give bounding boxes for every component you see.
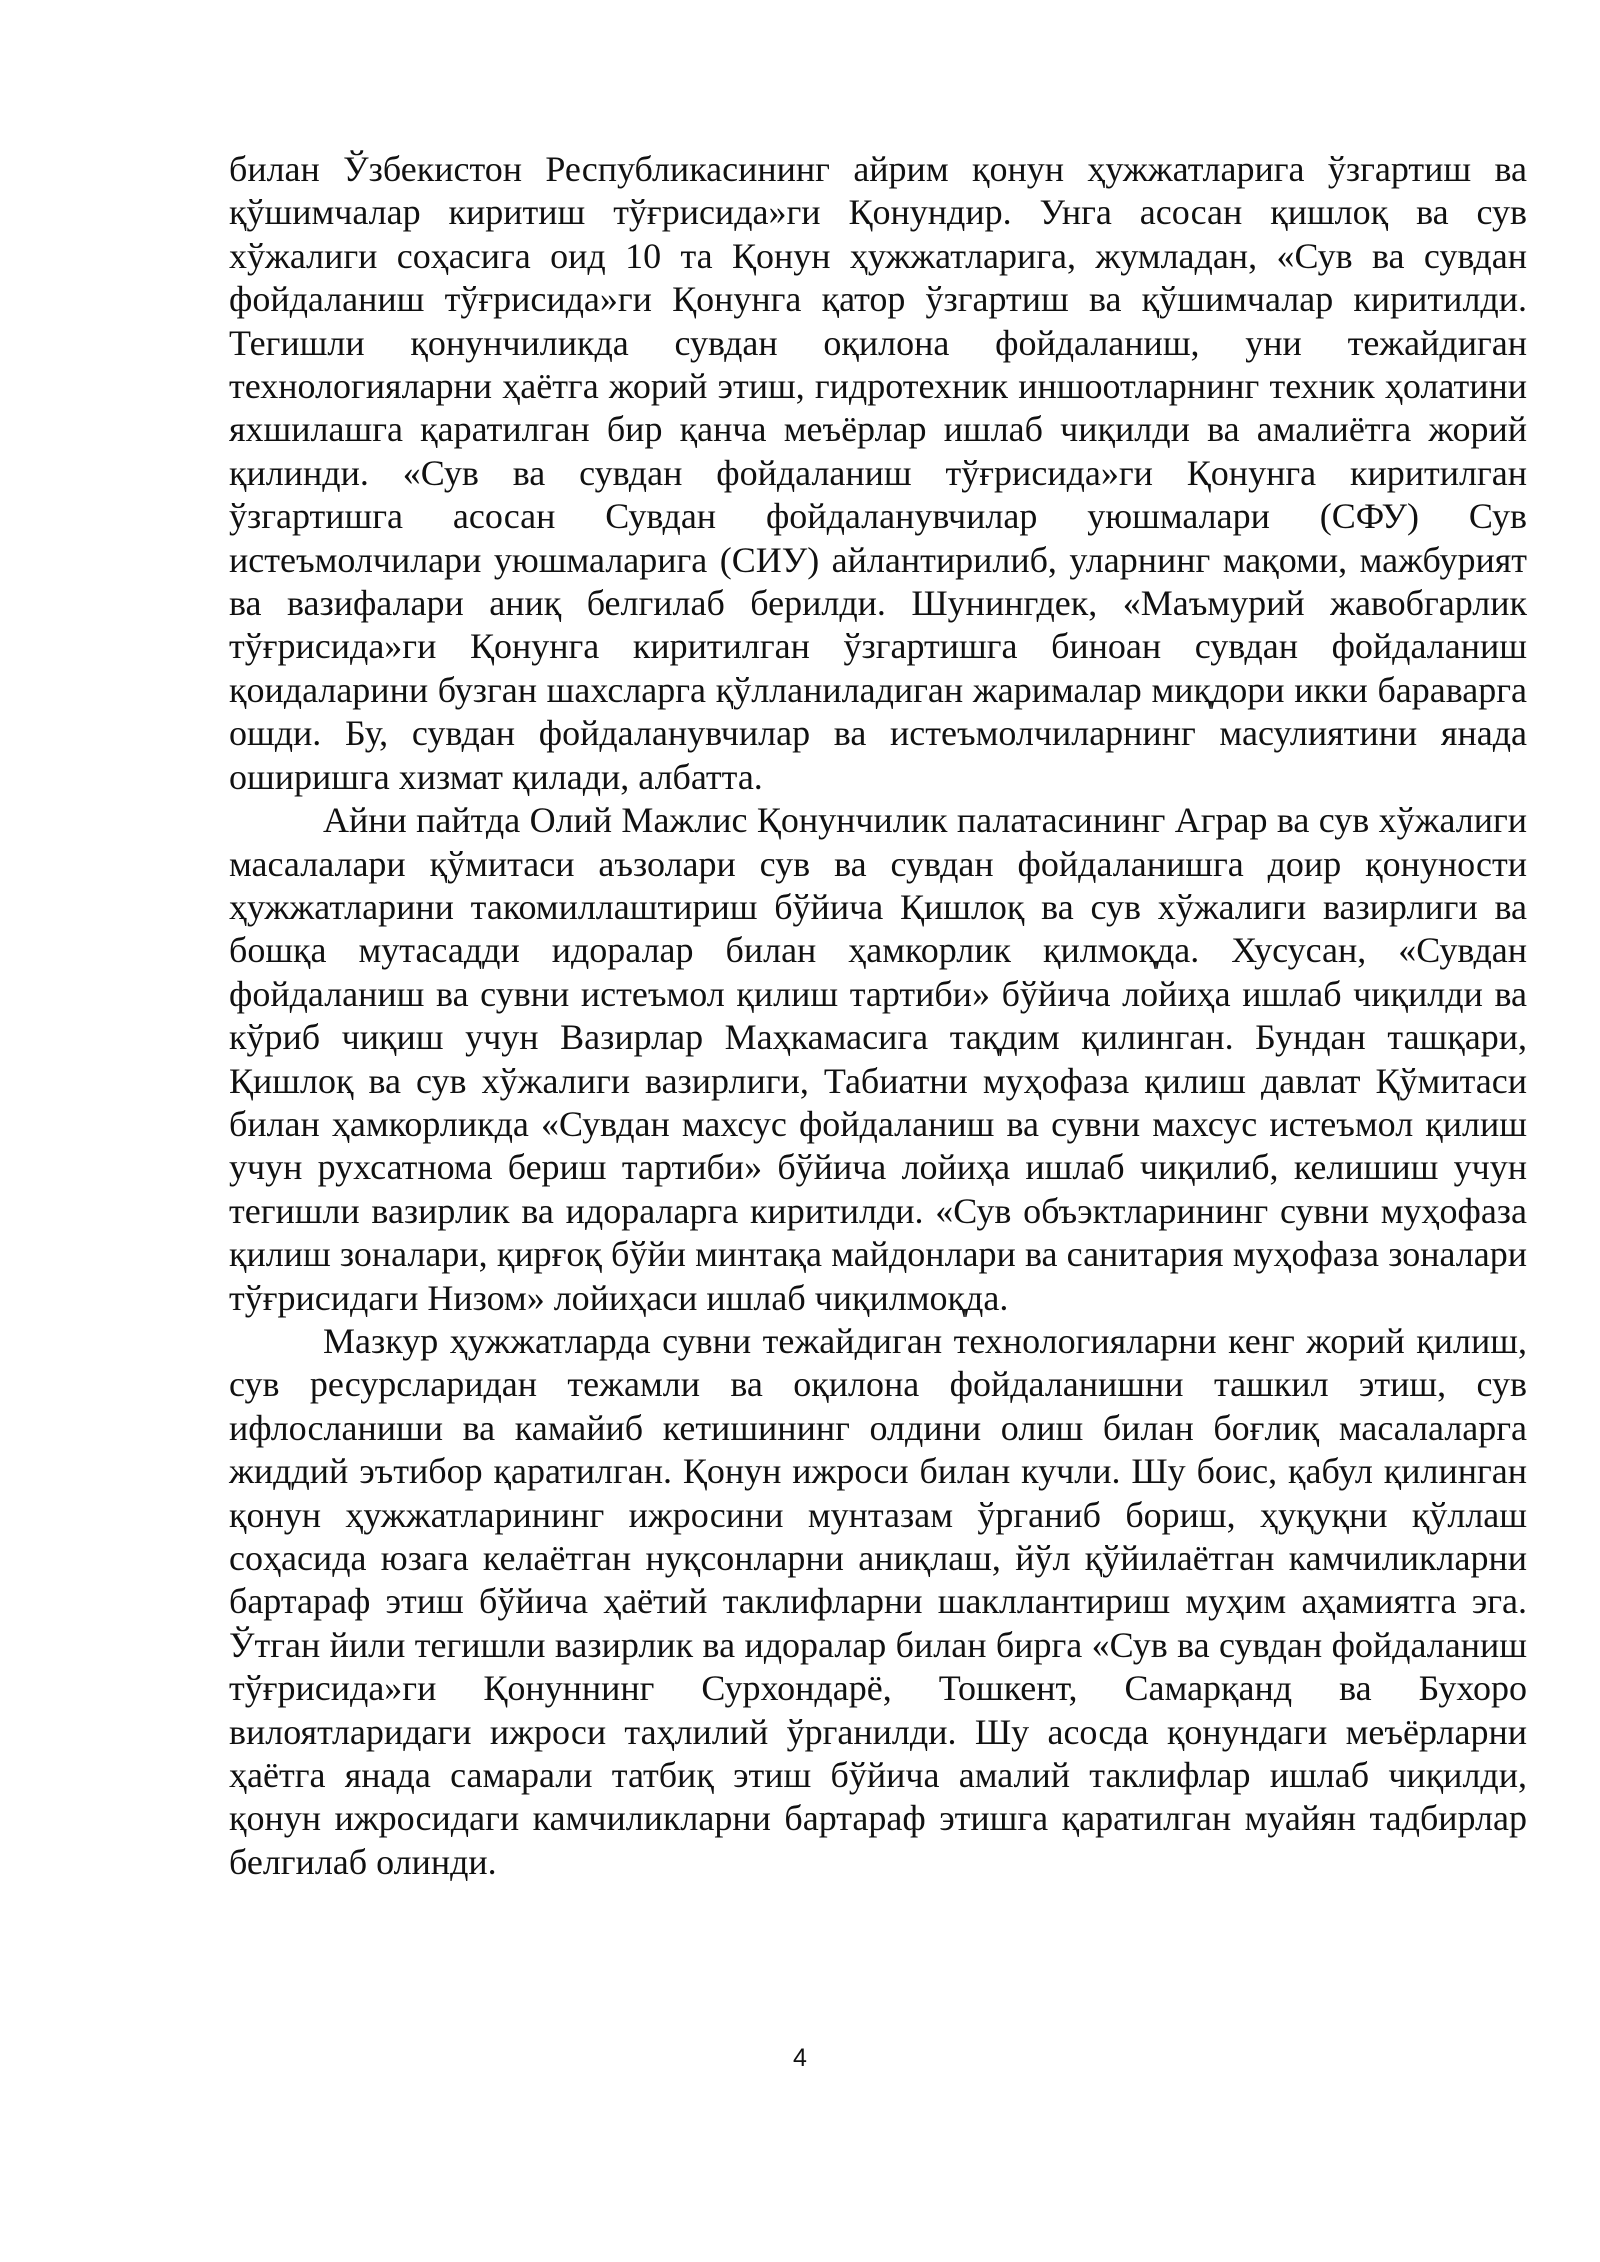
paragraph-1: билан Ўзбекистон Республикасининг айрим қонун ҳужжатларига ўзгартиш ва қўшимчалар киритиш тўғрисида»ги Қонундир. Унга асосан қишлоқ ва сув хўжалиги соҳасига оид 10 та Қонун ҳужжатларига, жумладан, «Сув ва сувдан фойдаланиш тўғрисида»ги Қонунга қатор ўзгартиш ва қўшимчалар киритилди. Тегишли қонунчиликда сувдан оқилона фойдаланиш, уни тежайдиган технологияларни ҳаётга жорий этиш, гидротехник иншоотларнинг техник ҳолатини яхшилашга қаратилган бир қанча меъёрлар ишлаб чиқилди ва амалиётга жорий қилинди. «Сув ва сувдан фойдаланиш тўғрисида»ги Қонунга киритилган ўзгартишга асосан Сувдан фойдаланувчилар уюшмалари (СФУ) Сув истеъмолчилари уюшмаларига (СИУ) айлантирилиб, уларнинг мақоми, мажбурият ва вазифалари аниқ белгилаб берилди. Шунингдек, «Маъмурий жавобгарлик тўғрисида»ги Қонунга киритилган ўзгартишга биноан сувдан фойдаланиш қоидаларини бузган шахсларга қўлланиладиган жарималар миқдори икки бараварга ошди. Бу, сувдан фойдаланувчилар ва истеъмолчиларнинг масулиятини янада оширишга хизмат қилади, албатта.	[229, 149, 1527, 797]
body-text	[229, 148, 1527, 1884]
paragraph-2: Айни пайтда Олий Мажлис Қонунчилик палатасининг Аграр ва сув хўжалиги масалалари қўмитаси аъзолари сув ва сувдан фойдаланишга доир қонуности ҳужжатларини такомиллаштириш бўйича Қишлоқ ва сув хўжалиги вазирлиги ва бошқа мутасадди идоралар билан ҳамкорлик қилмоқда. Хусусан, «Сувдан фойдаланиш ва сувни истеъмол қилиш тартиби» бўйича лойиҳа ишлаб чиқилди ва кўриб чиқиш учун Вазирлар Маҳкамасига тақдим қилинган. Бундан ташқари, Қишлоқ ва сув хўжалиги вазирлиги, Табиатни муҳофаза қилиш давлат Қўмитаси билан ҳамкорликда «Сувдан махсус фойдаланиш ва сувни махсус истеъмол қилиш учун рухсатнома бериш тартиби» бўйича лойиҳа ишлаб чиқилиб, келишиш учун тегишли вазирлик ва идораларга киритилди. «Сув объэктларининг сувни муҳофаза қилиш зоналари, қирғоқ бўйи минтақа майдонлари ва санитария муҳофаза зоналари тўғрисидаги Низом» лойиҳаси ишлаб чиқилмоқда.	[229, 800, 1527, 1318]
paragraph-3: Мазкур ҳужжатларда сувни тежайдиган технологияларни кенг жорий қилиш, сув ресурсларидан тежамли ва оқилона фойдаланишни ташкил этиш, сув ифлосланиши ва камайиб кетишининг олдини олиш билан боғлиқ масалаларга жиддий эътибор қаратилган. Қонун ижроси билан кучли. Шу боис, қабул қилинган қонун ҳужжатларининг ижросини мунтазам ўрганиб бориш, ҳуқуқни қўллаш соҳасида юзага келаётган нуқсонларни аниқлаш, йўл қўйилаётган камчиликларни бартараф этиш бўйича ҳаётий таклифларни шакллантириш муҳим аҳамиятга эга. Ўтган йили тегишли вазирлик ва идоралар билан бирга «Сув ва сувдан фойдаланиш тўғрисида»ги Қонуннинг Сурхондарё, Тошкент, Самарқанд ва Бухоро вилоятларидаги ижроси таҳлилий ўрганилди. Шу асосда қонундаги меъёрларни ҳаётга янада самарали татбиқ этиш бўйича амалий таклифлар ишлаб чиқилди, қонун ижросидаги камчиликларни бартараф этишга қаратилган муайян тадбирлар белгилаб олинди.	[229, 1320, 1527, 1882]
page-number: 4	[793, 2044, 807, 2072]
